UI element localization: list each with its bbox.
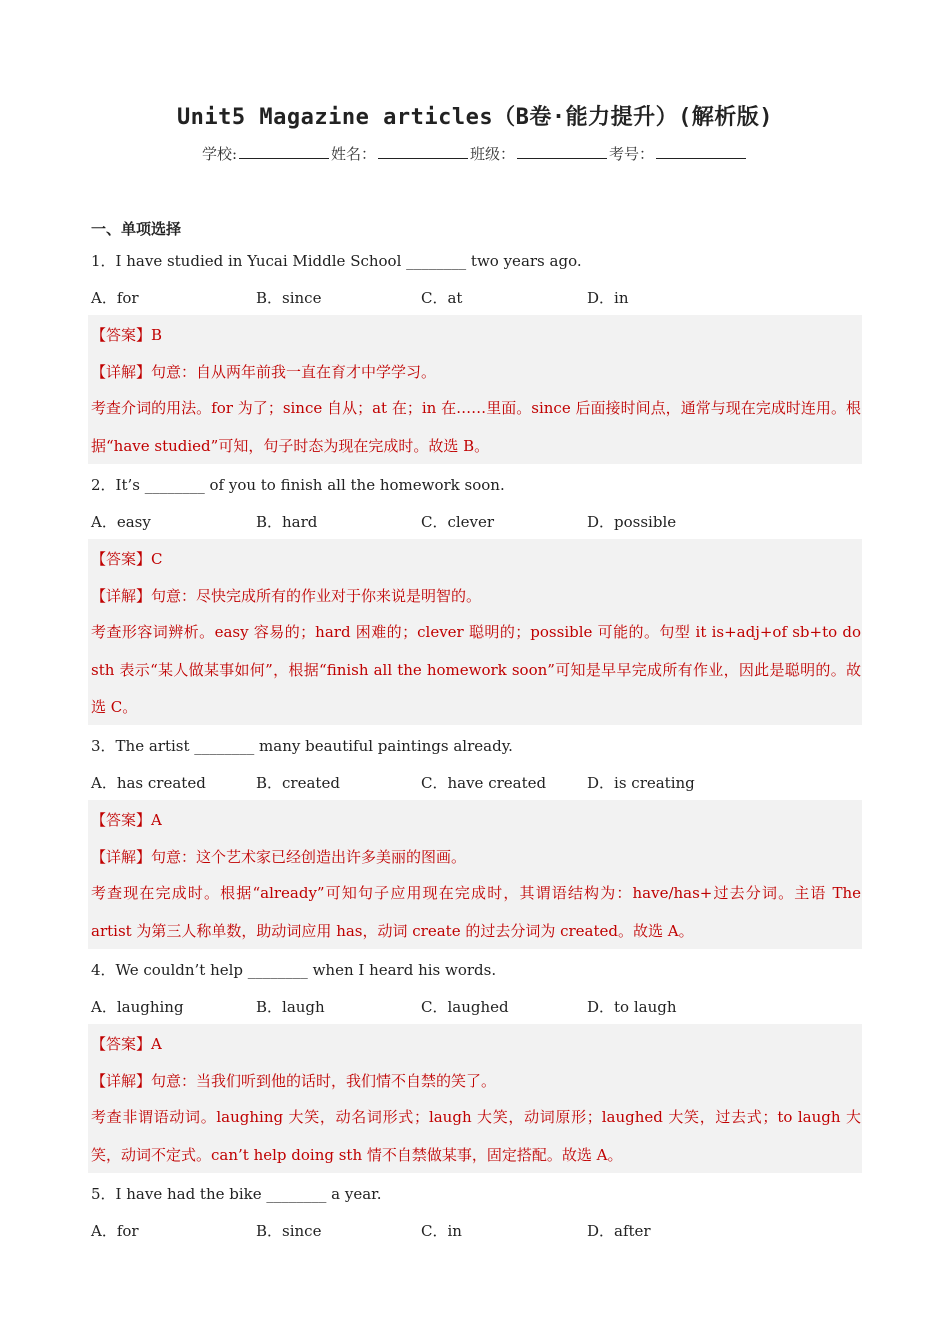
- question-stem: 2．It’s ________ of you to finish all the homework soon.: [91, 476, 505, 494]
- answer-block: [88, 539, 862, 725]
- answer-detail: 【详解】句意：这个艺术家已经创造出许多美丽的图画。: [91, 848, 467, 866]
- answer-detail: 【详解】句意：尽快完成所有的作业对于你来说是明智的。: [91, 587, 482, 605]
- option: D．in: [587, 289, 629, 307]
- answer-block: [88, 315, 862, 464]
- option: A．for: [91, 1222, 139, 1240]
- answer-explanation: 考查介词的用法。for 为了；since 自从；at 在；in 在……里面。since 后面接时间点，通常与现在完成时连用。根据“have studied”可知，句子时态为现在完成时。故选 B。: [91, 399, 861, 455]
- page-title: Unit5 Magazine articles（B卷·能力提升）(解析版): [176, 105, 774, 130]
- question-stem: 5．I have had the bike ________ a year.: [91, 1185, 382, 1203]
- school-blank: [239, 144, 329, 159]
- number-label: 考号：: [609, 145, 655, 163]
- option: D．possible: [587, 513, 677, 531]
- option: A．for: [91, 289, 139, 307]
- option: B．hard: [256, 513, 318, 531]
- option: D．after: [587, 1222, 651, 1240]
- option: B．since: [256, 1222, 322, 1240]
- option: A．easy: [91, 513, 151, 531]
- option: C．have created: [421, 774, 547, 792]
- option: A．has created: [91, 774, 206, 792]
- option: B．laugh: [256, 998, 325, 1016]
- option: C．clever: [421, 513, 495, 531]
- option: B．created: [256, 774, 340, 792]
- answer-label: 【答案】C: [91, 550, 163, 568]
- class-label: 班级：: [470, 145, 516, 163]
- answer-explanation: 考查现在完成时。根据“already”可知句子应用现在完成时，其谓语结构为：have/has+过去分词。主语 The artist 为第三人称单数，助动词应用 has，动词 create 的过去分词为 created。故选 A。: [91, 884, 861, 940]
- answer-block: [88, 1024, 862, 1173]
- answer-label: 【答案】A: [91, 1035, 162, 1053]
- number-blank: [656, 144, 746, 159]
- student-info-line: [0, 143, 950, 164]
- answer-block: [88, 800, 862, 949]
- school-label: 学校:: [201, 145, 237, 163]
- option: A．laughing: [91, 998, 184, 1016]
- question-stem: 3．The artist ________ many beautiful paintings already.: [91, 737, 513, 755]
- class-blank: [517, 144, 607, 159]
- option: D．to laugh: [587, 998, 677, 1016]
- option: C．laughed: [421, 998, 509, 1016]
- section-title: 一、单项选择: [91, 220, 182, 238]
- name-blank: [378, 144, 468, 159]
- option: C．at: [421, 289, 463, 307]
- option: B．since: [256, 289, 322, 307]
- option: C．in: [421, 1222, 462, 1240]
- answer-detail: 【详解】句意：当我们听到他的话时，我们情不自禁的笑了。: [91, 1072, 497, 1090]
- answer-explanation: 考查非谓语动词。laughing 大笑，动名词形式；laugh 大笑，动词原形；laughed 大笑，过去式；to laugh 大笑，动词不定式。can’t help doing sth 情不自禁做某事，固定搭配。故选 A。: [91, 1108, 861, 1164]
- question-stem: 4．We couldn’t help ________ when I heard his words.: [91, 961, 497, 979]
- answer-label: 【答案】B: [91, 326, 163, 344]
- answer-detail: 【详解】句意：自从两年前我一直在育才中学学习。: [91, 363, 437, 381]
- answer-label: 【答案】A: [91, 811, 162, 829]
- question-stem: 1．I have studied in Yucai Middle School ________ two years ago.: [91, 252, 582, 270]
- option: D．is creating: [587, 774, 695, 792]
- answer-explanation: 考查形容词辨析。easy 容易的；hard 困难的；clever 聪明的；possible 可能的。句型 it is+adj+of sb+to do sth 表示“某人做某事如何”，根据“finish all the homework soon”可知是早早完成所有作业，因此是聪明的。故选 C。: [91, 623, 861, 716]
- name-label: 姓名：: [331, 145, 377, 163]
